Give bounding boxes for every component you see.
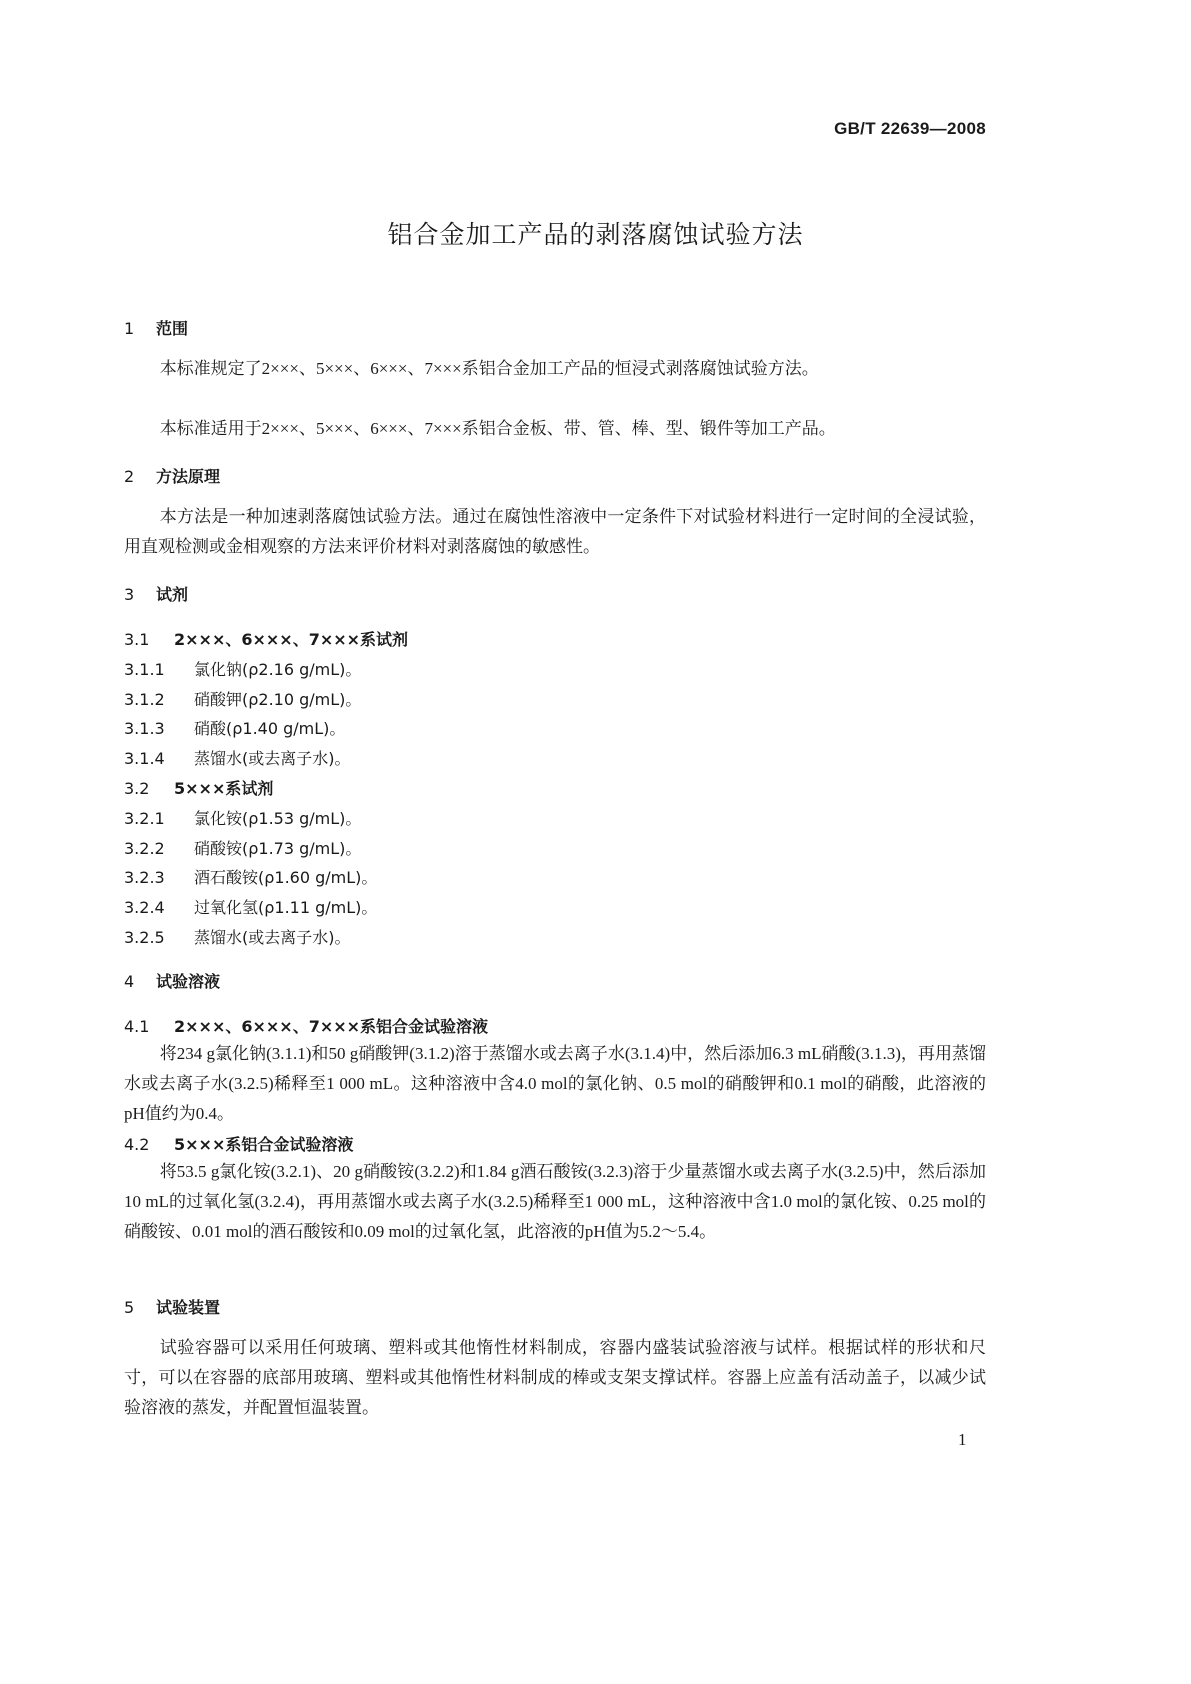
section-2-heading: 2 方法原理 bbox=[124, 467, 221, 486]
reagent-item bbox=[124, 865, 377, 888]
item-number: 3.1.1 bbox=[124, 659, 165, 679]
section-4-2-heading: 4.2 5×××系铝合金试验溶液 bbox=[124, 1135, 354, 1154]
item-number: 3.2.1 bbox=[124, 808, 165, 828]
item-number: 3.2.2 bbox=[124, 838, 165, 858]
reagent-item bbox=[124, 657, 361, 680]
reagent-item bbox=[124, 836, 361, 859]
item-text: 氯化铵(ρ1.53 g/mL)。 bbox=[194, 808, 362, 828]
item-number: 3.1 bbox=[124, 630, 150, 649]
item-number: 3.1.4 bbox=[124, 749, 165, 769]
item-text: 酒石酸铵(ρ1.60 g/mL)。 bbox=[194, 868, 378, 888]
item-text: 过氧化氢(ρ1.11 g/mL)。 bbox=[194, 898, 378, 918]
item-text: 5×××系试剂 bbox=[174, 779, 274, 798]
section-4-1-para: 将234 g氯化钠(3.1.1)和50 g硝酸钾(3.1.2)溶于蒸馏水或去离子水(3.1.4)中，然后添加6.3 mL硝酸(3.1.3)，再用蒸馏水或去离子水(3.2.5)稀释至1 000 mL。这种溶液中含4.0 mol的氯化钠、0.5 mol的硝酸钾和0.1 mol的硝酸，此溶液的pH值约为0.4。 bbox=[124, 1044, 986, 1123]
reagent-item bbox=[124, 925, 351, 948]
item-number: 3.1.3 bbox=[124, 719, 165, 739]
item-number: 3.2.4 bbox=[124, 898, 165, 918]
section-1-heading: 1 范围 bbox=[124, 319, 189, 338]
reagent-item bbox=[124, 627, 408, 650]
item-text: 硝酸铵(ρ1.73 g/mL)。 bbox=[194, 838, 362, 858]
section-5-heading: 5 试验装置 bbox=[124, 1298, 221, 1317]
item-text: 2×××、6×××、7×××系试剂 bbox=[174, 630, 409, 649]
item-number: 3.2.5 bbox=[124, 928, 165, 947]
section-5-para: 试验容器可以采用任何玻璃、塑料或其他惰性材料制成，容器内盛装试验溶液与试样。根据试样的形状和尺寸，可以在容器的底部用玻璃、塑料或其他惰性材料制成的棒或支架支撑试样。容器上应盖有活动盖子，以减少试验溶液的蒸发，并配置恒温装置。 bbox=[124, 1338, 986, 1417]
item-text: 蒸馏水(或去离子水)。 bbox=[194, 749, 351, 769]
section-4-1-heading: 4.1 2×××、6×××、7×××系铝合金试验溶液 bbox=[124, 1017, 489, 1036]
section-4-2-para: 将53.5 g氯化铵(3.2.1)、20 g硝酸铵(3.2.2)和1.84 g酒石酸铵(3.2.3)溶于少量蒸馏水或去离子水(3.2.5)中，然后添加10 mL的过氧化氢(3.2.4)，再用蒸馏水或去离子水(3.2.5)稀释至1 000 mL，这种溶液中含1.0 mol的氯化铵、0.25 mol的硝酸铵、0.01 mol的酒石酸铵和0.09 mol的过氧化氢，此溶液的pH值为5.2～5.4。 bbox=[124, 1162, 986, 1241]
item-text: 蒸馏水(或去离子水)。 bbox=[194, 928, 351, 947]
item-number: 3.2 bbox=[124, 779, 150, 798]
reagent-item bbox=[124, 687, 361, 710]
section-4-heading: 4 试验溶液 bbox=[124, 972, 221, 991]
section-3-heading: 3 试剂 bbox=[124, 585, 189, 604]
reagent-item bbox=[124, 806, 361, 829]
page-title: 铝合金加工产品的剥落腐蚀试验方法 bbox=[387, 220, 804, 249]
item-number: 3.2.3 bbox=[124, 868, 165, 888]
reagent-item bbox=[124, 776, 273, 799]
item-text: 硝酸钾(ρ2.10 g/mL)。 bbox=[194, 689, 362, 709]
item-number: 3.1.2 bbox=[124, 689, 165, 709]
reagent-item bbox=[124, 716, 345, 739]
reagent-item bbox=[124, 895, 377, 918]
item-text: 硝酸(ρ1.40 g/mL)。 bbox=[194, 719, 346, 739]
section-1-para-1: 本标准规定了2×××、5×××、6×××、7×××系铝合金加工产品的恒浸式剥落腐蚀试验方法。 bbox=[159, 359, 819, 378]
section-1-para-2: 本标准适用于2×××、5×××、6×××、7×××系铝合金板、带、管、棒、型、锻件等加工产品。 bbox=[159, 419, 836, 438]
section-2-para: 本方法是一种加速剥落腐蚀试验方法。通过在腐蚀性溶液中一定条件下对试验材料进行一定时间的全浸试验，用直观检测或金相观察的方法来评价材料对剥落腐蚀的敏感性。 bbox=[124, 507, 986, 556]
reagent-item bbox=[124, 746, 351, 769]
page-number: 1 bbox=[958, 1430, 967, 1449]
standard-number: GB/T 22639—2008 bbox=[834, 119, 986, 138]
item-text: 氯化钠(ρ2.16 g/mL)。 bbox=[194, 659, 362, 679]
